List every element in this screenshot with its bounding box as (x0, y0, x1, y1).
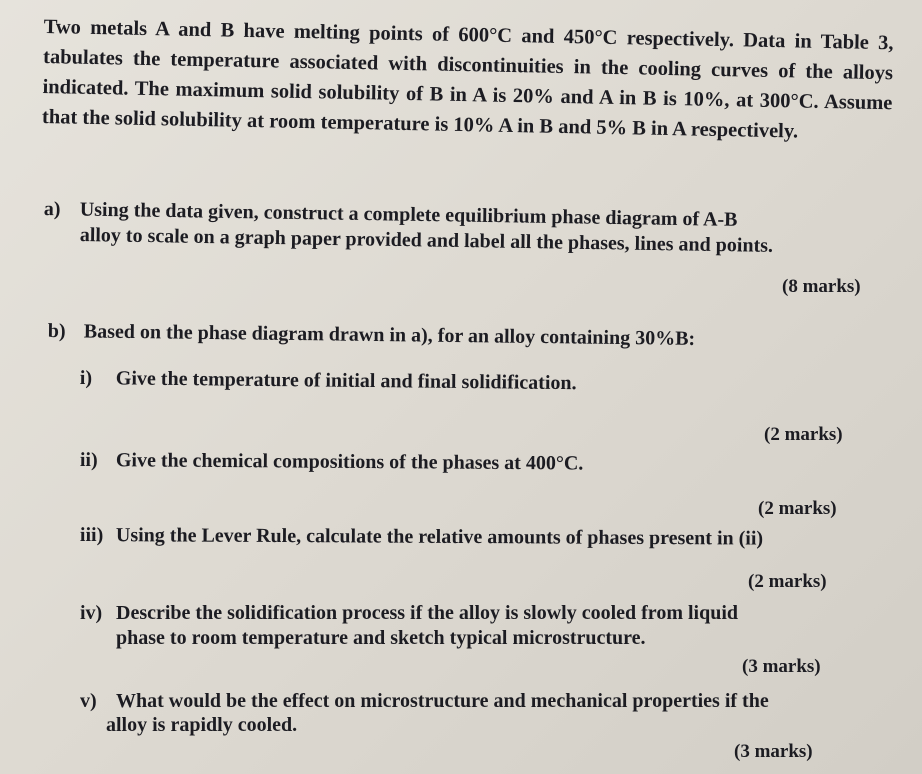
question-ii-marks: (2 marks) (758, 498, 837, 519)
question-v-marks: (3 marks) (734, 741, 813, 762)
part-a-marks: (8 marks) (782, 276, 861, 297)
question-i-text: Give the temperature of initial and final solidification. (115, 367, 577, 395)
question-iv-marks: (3 marks) (742, 656, 821, 677)
question-i (80, 365, 577, 396)
part-a-label: a) (43, 197, 61, 221)
question-i-label: i) (79, 366, 93, 390)
part-a-text-1: Using the data given, construct a complete equilibrium phase diagram of A-B (79, 198, 738, 231)
question-v-label: v) (80, 690, 97, 712)
question-v-text-1: What would be the effect on microstructure and mechanical properties if the (116, 690, 769, 712)
part-b-label: b) (47, 319, 66, 343)
question-iii-text: Using the Lever Rule, calculate the relative amounts of phases present in (ii) (115, 524, 764, 550)
part-b-line (48, 318, 696, 352)
question-ii-text: Give the chemical compositions of the phases at 400°C. (115, 449, 584, 475)
question-iv-line-1 (80, 600, 738, 626)
part-a-line-2: alloy to scale on a graph paper provided and label all the phases, lines and points. (79, 223, 774, 257)
question-v-line-1 (80, 688, 769, 714)
question-i-marks: (2 marks) (764, 424, 843, 445)
question-ii-label: ii) (79, 448, 98, 472)
question-iv-label: iv) (80, 602, 103, 624)
intro-paragraph: Two metals A and B have melting points of 600°C and 450°C respectively. Data in Table 3, tabulates the temperature associated with discontinuities in the cooling curves of the alloys indicated. The maximum solid solubility of B in A is 20% and A in B is 10%, at 300°C. Assume that the solid solubility at room temperature is 10% A in B and 5% B in A respectively. (41, 15, 894, 143)
question-ii (80, 447, 584, 477)
question-iii (80, 522, 763, 552)
part-b-text: Based on the phase diagram drawn in a), for an alloy containing 30%B: (83, 320, 696, 350)
question-iii-label: iii) (79, 524, 104, 547)
question-v-text-2: alloy is rapidly cooled. (106, 714, 298, 736)
question-iii-marks: (2 marks) (748, 571, 827, 592)
question-iv-text-2: phase to room temperature and sketch typical microstructure. (116, 627, 646, 649)
question-iv-text-1: Describe the solidification process if the alloy is slowly cooled from liquid (116, 602, 739, 624)
